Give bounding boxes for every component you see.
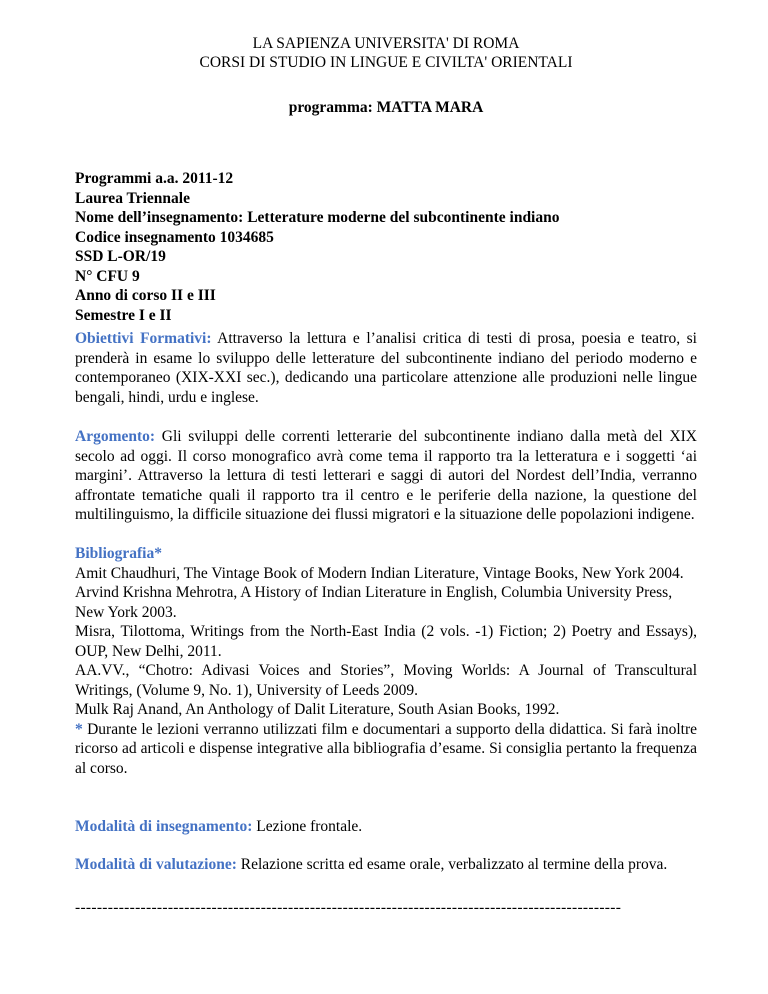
bibliography-entry: Mulk Raj Anand, An Anthology of Dalit Literature, South Asian Books, 1992. <box>75 701 560 718</box>
obiettivi-text: Attraverso la lettura e l’analisi critica di testi di prosa, poesia e teatro, si prenderà in esame lo sviluppo delle letterature del subcontinente indiano del periodo moderno e contemporaneo (XIX-XXI sec.), dedicando una particolare attenzione alle produzioni nelle lingue bengali, hindi, urdu e inglese. <box>75 330 697 406</box>
course-metadata <box>75 169 697 325</box>
obiettivi-section <box>75 329 697 407</box>
bibliography-entry: New York 2003. <box>75 603 177 621</box>
insegnamento-text: Lezione frontale. <box>252 818 363 835</box>
meta-course-code: Codice insegnamento 1034685 <box>75 228 274 246</box>
bibliography-entry: AA.VV., “Chotro: Adivasi Voices and Stories”, Moving Worlds: A Journal of Transcultural Writings, (Volume 9, No. 1), University of Leeds 2009. <box>75 662 697 699</box>
argomento-label: Argomento: <box>75 428 156 445</box>
document-header <box>75 34 697 72</box>
bibliografia-section <box>75 544 697 778</box>
valutazione-section <box>75 855 697 875</box>
meta-cfu: N° CFU 9 <box>75 267 140 285</box>
valutazione-label: Modalità di valutazione: <box>75 856 237 873</box>
meta-semester: Semestre I e II <box>75 306 172 324</box>
meta-academic-year: Programmi a.a. 2011-12 <box>75 170 234 187</box>
argomento-section <box>75 427 697 525</box>
separator-line: ---------------------------------------------------------------------------------------------------- <box>75 899 622 916</box>
course-of-study: CORSI DI STUDIO IN LINGUE E CIVILTA' ORIENTALI <box>199 54 573 71</box>
bibliography-note <box>75 720 697 779</box>
meta-course-name: Nome dell’insegnamento: Letterature moderne del subcontinente indiano <box>75 209 560 226</box>
meta-year: Anno di corso II e III <box>75 287 216 304</box>
bibliography-entry: Arvind Krishna Mehrotra, A History of Indian Literature in English, Columbia University Press, <box>75 584 673 601</box>
note-text: Durante le lezioni verranno utilizzati film e documentari a supporto della didattica. Si farà inoltre ricorso ad articoli e dispense integrative alla bibliografia d’esame. Si consiglia pertanto la frequenza al corso. <box>75 720 697 777</box>
insegnamento-section <box>75 817 697 837</box>
bibliography-entry: Amit Chaudhuri, The Vintage Book of Modern Indian Literature, Vintage Books, New York 2004. <box>75 564 684 582</box>
valutazione-text: Relazione scritta ed esame orale, verbalizzato al termine della prova. <box>236 856 668 873</box>
programma-title: programma: MATTA MARA <box>288 99 484 116</box>
meta-degree: Laurea Triennale <box>75 189 190 207</box>
university-name: LA SAPIENZA UNIVERSITA' DI ROMA <box>252 35 520 52</box>
bibliography-entry: Misra, Tilottoma, Writings from the North-East India (2 vols. -1) Fiction; 2) Poetry and Essays), OUP, New Delhi, 2011. <box>75 623 697 660</box>
meta-ssd: SSD L-OR/19 <box>75 248 166 265</box>
insegnamento-label: Modalità di insegnamento: <box>75 818 253 835</box>
note-asterisk: * <box>75 720 83 738</box>
argomento-text: Gli sviluppi delle correnti letterarie del subcontinente indiano dalla metà del XIX secolo ad oggi. Il corso monografico avrà come tema il rapporto tra la letteratura e i soggetti ‘ai margini’. Attraverso la lettura di testi letterari e saggi di autori del Nordest dell’India, verranno affrontate tematiche quali il rapporto tra il centro e le periferie della nazione, la questione del multilinguismo, la difficile situazione dei flussi migratori e la situazione delle popolazioni indigene. <box>75 428 697 523</box>
bibliografia-label: Bibliografia* <box>75 545 162 562</box>
obiettivi-label: Obiettivi Formativi: <box>75 330 212 347</box>
